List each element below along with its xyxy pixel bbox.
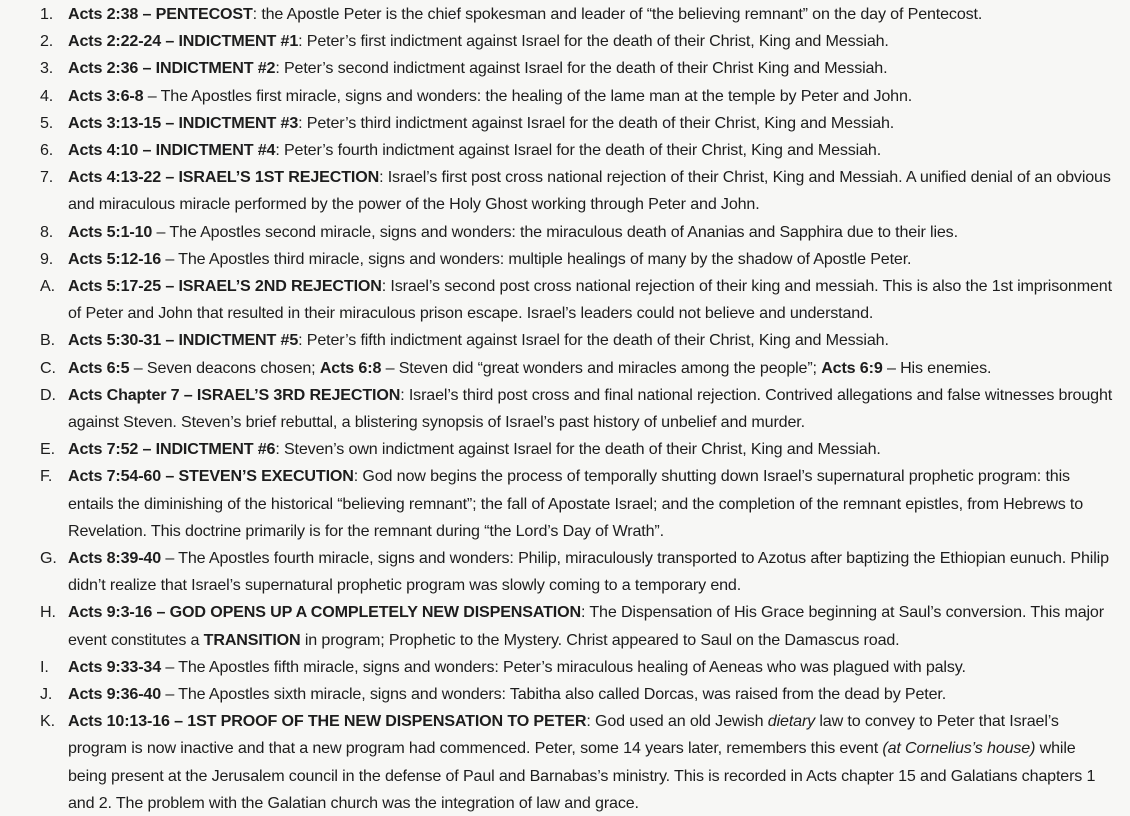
bold-text: Acts 9:36-40 xyxy=(68,685,162,704)
bold-text: Acts 6:8 xyxy=(319,358,382,377)
plain-text: : God now begins the process of temporally shutting down Israel’s supernatural prophetic program: this entails the diminishing of the historical “believing remnant”; the fall of Apostate Israel; and the completion of the remnant epistles, from Hebrews to Revelation. This doctrine primarily is for the remnant during “the Lord’s Day of Wrath”. xyxy=(68,467,1084,540)
bold-text: Acts 6:5 xyxy=(68,358,130,377)
item-text xyxy=(68,28,1116,55)
plain-text: – The Apostles first miracle, signs and wonders: the healing of the lame man at the temple by Peter and John. xyxy=(143,86,913,105)
bold-text: Acts 2:36 – INDICTMENT #2 xyxy=(68,59,276,78)
item-text xyxy=(68,327,1116,354)
plain-text: : Israel’s second post cross national rejection of their king and messiah. This is also the 1st imprisonment of Peter and John that resulted in their miraculous prison escape. Israel’s leaders could not believe and understand. xyxy=(68,277,1112,323)
plain-text: – The Apostles sixth miracle, signs and wonders: Tabitha also called Dorcas, was raised from the dead by Peter. xyxy=(161,685,947,704)
plain-text: : the Apostle Peter is the chief spokesman and leader of “the believing remnant” on the day of Pentecost. xyxy=(252,5,983,23)
item-text xyxy=(68,55,1116,82)
plain-text: : Peter’s first indictment against Israel for the death of their Christ, King and Messiah. xyxy=(298,32,889,51)
bold-text: Acts Chapter 7 – ISRAEL’S 3RD REJECTION xyxy=(68,385,401,404)
bold-text: Acts 4:10 – INDICTMENT #4 xyxy=(68,141,276,160)
plain-text: : Steven’s own indictment against Israel for the death of their Christ, King and Messiah. xyxy=(275,440,881,459)
bold-text: Acts 5:1-10 xyxy=(68,222,153,241)
item-text xyxy=(68,708,1116,816)
plain-text: : Israel’s third post cross and final national rejection. Contrived allegations and false witnesses brought against Steven. Steven’s brief rebuttal, a blistering synopsis of Israel’s past history of unbelief and murder. xyxy=(68,385,1113,432)
outline-item xyxy=(40,273,1116,327)
bold-text: Acts 9:33-34 xyxy=(68,657,162,676)
item-marker: 6. xyxy=(40,141,54,160)
item-marker: D. xyxy=(40,385,56,404)
plain-text: – His enemies. xyxy=(882,358,992,377)
item-text xyxy=(68,654,1116,681)
acts-outline-list xyxy=(40,1,1116,816)
outline-item xyxy=(40,382,1116,436)
plain-text: : God used an old Jewish xyxy=(586,712,768,731)
bold-text: Acts 2:22-24 – INDICTMENT #1 xyxy=(68,32,299,51)
item-marker: 5. xyxy=(40,113,54,132)
plain-text: – The Apostles second miracle, signs and wonders: the miraculous death of Ananias and Sapphira due to their lies. xyxy=(152,222,958,241)
plain-text: while being present at the Jerusalem council in the defense of Paul and Barnabas’s ministry. This is recorded in Acts chapter 15 and Galatians chapters 1 and 2. The problem with the Galatian church was the integration of law and grace. xyxy=(68,739,1096,812)
item-marker: 8. xyxy=(40,222,54,241)
italic-text: (at Cornelius’s house) xyxy=(882,739,1036,758)
item-text xyxy=(68,246,1116,273)
bold-text: Acts 8:39-40 xyxy=(68,549,162,568)
item-marker: F. xyxy=(40,467,53,486)
outline-item xyxy=(40,219,1116,246)
bold-text: Acts 2:38 – PENTECOST xyxy=(68,5,253,23)
outline-item xyxy=(40,246,1116,273)
bold-text: Acts 4:13-22 – ISRAEL’S 1ST REJECTION xyxy=(68,168,380,187)
bold-text: Acts 5:12-16 xyxy=(68,249,162,268)
outline-item xyxy=(40,654,1116,681)
item-marker: B. xyxy=(40,331,55,350)
item-text xyxy=(68,1,1116,28)
outline-item xyxy=(40,327,1116,354)
item-text xyxy=(68,273,1116,327)
bold-text: Acts 5:30-31 – INDICTMENT #5 xyxy=(68,331,299,350)
plain-text: – The Apostles third miracle, signs and wonders: multiple healings of many by the shadow of Apostle Peter. xyxy=(161,249,912,268)
item-marker: H. xyxy=(40,603,56,622)
item-marker: 9. xyxy=(40,249,54,268)
item-text xyxy=(68,83,1116,110)
item-text xyxy=(68,545,1116,599)
plain-text: : Peter’s fourth indictment against Israel for the death of their Christ, King and Messiah. xyxy=(275,141,882,160)
bold-text: TRANSITION xyxy=(203,630,301,649)
item-marker: K. xyxy=(40,712,55,731)
item-marker: E. xyxy=(40,440,55,459)
item-marker: A. xyxy=(40,277,55,296)
item-marker: 1. xyxy=(40,5,54,23)
plain-text: in program; Prophetic to the Mystery. Christ appeared to Saul on the Damascus road. xyxy=(300,630,900,649)
outline-item xyxy=(40,436,1116,463)
item-text xyxy=(68,681,1116,708)
item-text xyxy=(68,436,1116,463)
plain-text: : Israel’s first post cross national rejection of their Christ, King and Messiah. A unified denial of an obvious and miraculous miracle performed by the power of the Holy Ghost working through Peter and John. xyxy=(68,168,1111,214)
plain-text: law to convey to Peter that Israel’s program is now inactive and that a new program had commenced. Peter, some 14 years later, remembers this event xyxy=(68,712,1059,758)
outline-item xyxy=(40,28,1116,55)
item-text xyxy=(68,382,1116,436)
item-marker: 2. xyxy=(40,32,54,51)
item-marker: 4. xyxy=(40,86,54,105)
plain-text: – The Apostles fourth miracle, signs and wonders: Philip, miraculously transported to Azotus after baptizing the Ethiopian eunuch. Philip didn’t realize that Israel’s supernatural prophetic program was slowly coming to a temporary end. xyxy=(68,549,1109,595)
item-marker: I. xyxy=(40,657,49,676)
outline-item xyxy=(40,681,1116,708)
item-marker: 3. xyxy=(40,59,54,78)
item-marker: 7. xyxy=(40,168,54,187)
bold-text: Acts 3:13-15 – INDICTMENT #3 xyxy=(68,113,299,132)
plain-text: – Steven did “great wonders and miracles among the people”; xyxy=(381,358,822,377)
item-marker: C. xyxy=(40,358,56,377)
outline-item xyxy=(40,355,1116,382)
italic-text: dietary xyxy=(767,712,816,731)
outline-item xyxy=(40,83,1116,110)
item-text xyxy=(68,110,1116,137)
plain-text: : Peter’s fifth indictment against Israel for the death of their Christ, King and Messiah. xyxy=(298,331,889,350)
bold-text: Acts 5:17-25 – ISRAEL’S 2ND REJECTION xyxy=(68,277,382,296)
outline-item xyxy=(40,164,1116,218)
item-marker: G. xyxy=(40,549,57,568)
outline-item xyxy=(40,137,1116,164)
bold-text: Acts 3:6-8 xyxy=(68,86,144,105)
plain-text: – Seven deacons chosen; xyxy=(129,358,320,377)
item-text xyxy=(68,137,1116,164)
bold-text: Acts 6:9 xyxy=(821,358,883,377)
bold-text: Acts 7:52 – INDICTMENT #6 xyxy=(68,440,276,459)
bold-text: Acts 9:3-16 – GOD OPENS UP A COMPLETELY NEW DISPENSATION xyxy=(68,603,581,622)
outline-item xyxy=(40,110,1116,137)
plain-text: : Peter’s third indictment against Israel for the death of their Christ, King and Messiah. xyxy=(298,113,895,132)
bold-text: Acts 10:13-16 – 1ST PROOF OF THE NEW DISPENSATION TO PETER xyxy=(68,712,587,731)
item-text xyxy=(68,599,1116,653)
item-text xyxy=(68,355,1116,382)
item-text xyxy=(68,219,1116,246)
bold-text: Acts 7:54-60 – STEVEN’S EXECUTION xyxy=(68,467,354,486)
outline-item xyxy=(40,599,1116,653)
item-marker: J. xyxy=(40,685,53,704)
item-text xyxy=(68,463,1116,545)
outline-item xyxy=(40,463,1116,545)
outline-item xyxy=(40,1,1116,28)
plain-text: : Peter’s second indictment against Israel for the death of their Christ King and Messiah. xyxy=(275,59,888,78)
plain-text: – The Apostles fifth miracle, signs and wonders: Peter’s miraculous healing of Aeneas who was plagued with palsy. xyxy=(161,657,966,676)
plain-text: : The Dispensation of His Grace beginning at Saul’s conversion. This major event constitutes a xyxy=(68,603,1104,649)
item-text xyxy=(68,164,1116,218)
outline-item xyxy=(40,708,1116,816)
outline-item xyxy=(40,545,1116,599)
outline-item xyxy=(40,55,1116,82)
